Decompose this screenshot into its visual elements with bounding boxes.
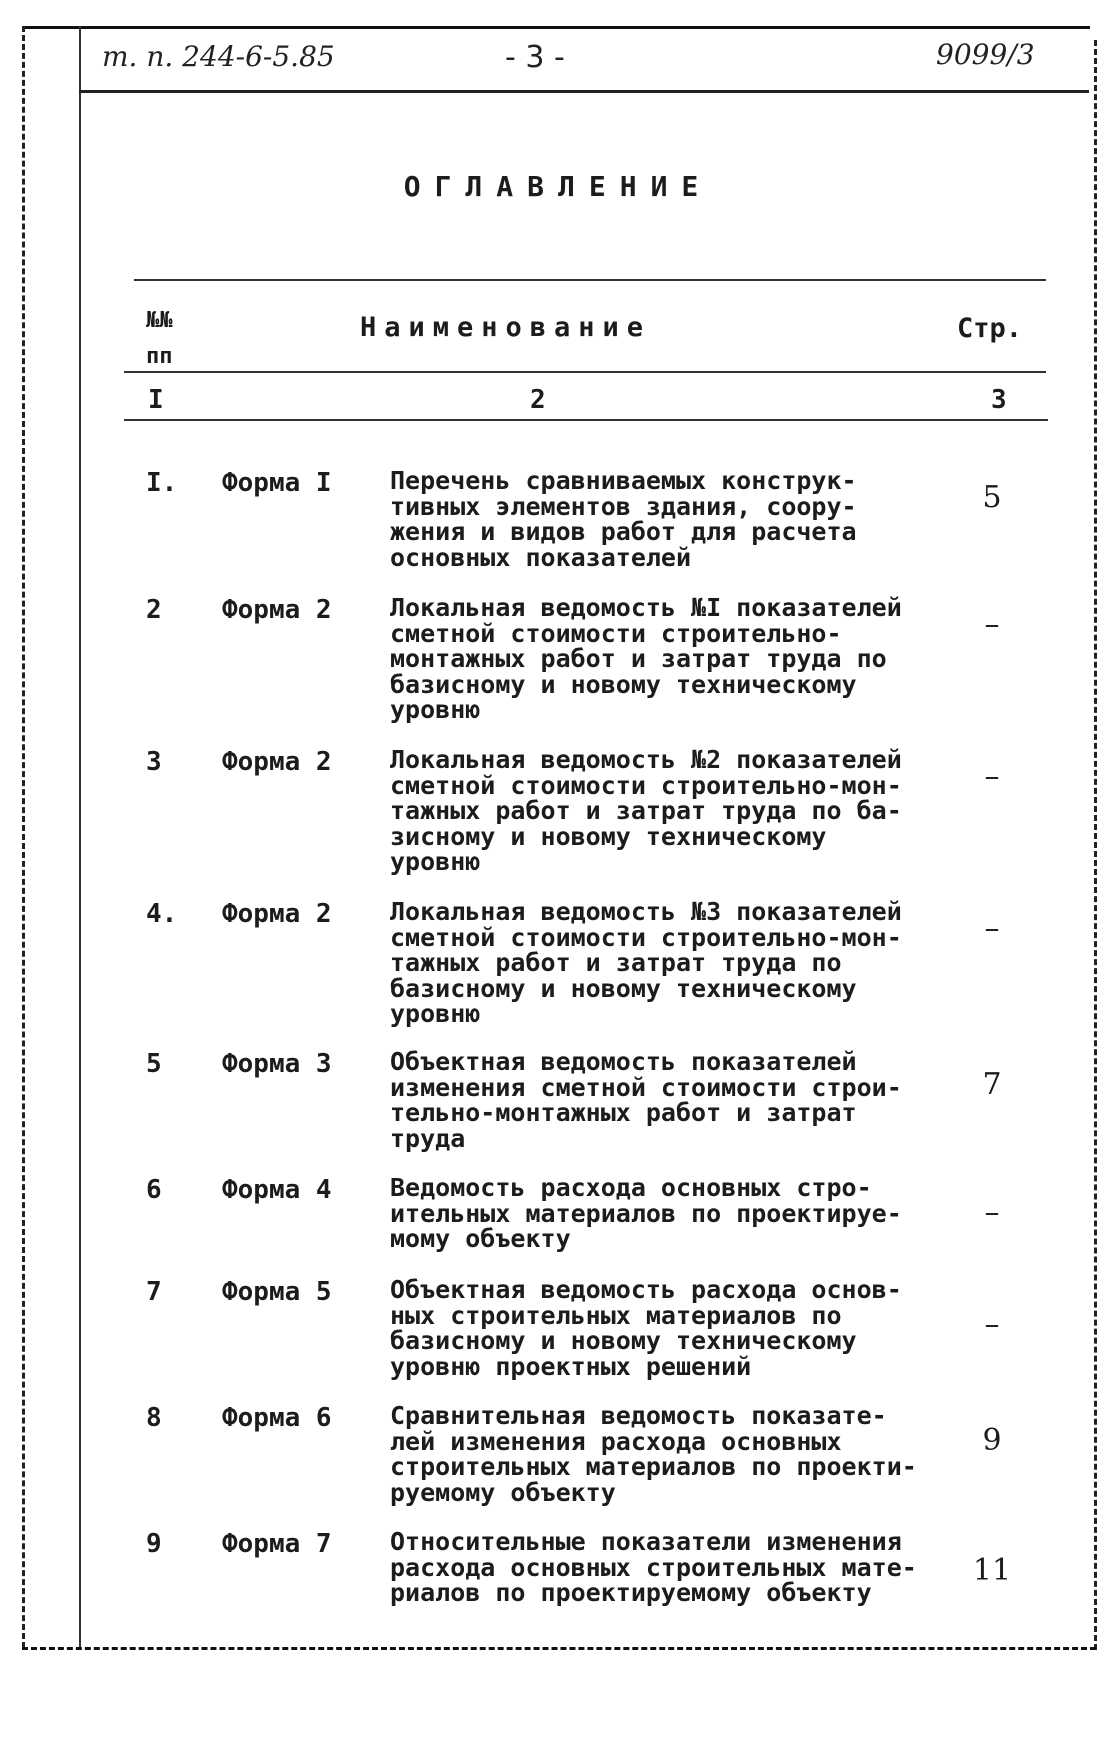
row-form: Форма 3 — [222, 1049, 332, 1079]
column-header-num — [146, 303, 173, 375]
frame-left-line — [22, 26, 25, 1648]
row-form: Форма I — [222, 468, 332, 498]
row-title: Объектная ведомость показателей изменения сметной стоимости строи- тельно-монтажных работ и затрат труда — [390, 1047, 902, 1153]
frame-right-line — [1094, 40, 1097, 1650]
row-number: 7 — [146, 1277, 162, 1307]
table-top-rule — [134, 279, 1046, 281]
row-title: Сравнительная ведомость показате- лей изменения расхода основных строительных материалов по проекти- руемому объекту — [390, 1401, 917, 1507]
row-page: – — [984, 607, 1000, 642]
row-page: 7 — [982, 1067, 1002, 1102]
row-page: – — [984, 1307, 1000, 1342]
frame-inner-left-line — [79, 26, 81, 1648]
row-title: Локальная ведомость №2 показателей сметной стоимости строительно-мон- тажных работ и затрат труда по ба- зисному и новому техническому уровню — [390, 745, 902, 876]
row-form: Форма 2 — [222, 747, 332, 777]
column-header-num-line1: №№ — [146, 308, 173, 333]
row-number: 6 — [146, 1175, 162, 1205]
row-number: 3 — [146, 747, 162, 777]
document-id: 9099/3 — [936, 38, 1035, 71]
header-rule — [79, 90, 1089, 93]
row-number: 8 — [146, 1403, 162, 1433]
row-page: 5 — [982, 480, 1002, 515]
row-title: Ведомость расхода основных стро- ительных материалов по проектируе- мому объекту — [390, 1173, 902, 1253]
row-title: Относительные показатели изменения расхода основных строительных мате- риалов по проектируемому объекту — [390, 1527, 917, 1607]
column-index-3: 3 — [991, 385, 1007, 415]
row-number: 5 — [146, 1049, 162, 1079]
column-header-page: Стр. — [957, 313, 1023, 344]
index-bottom-rule — [124, 419, 1048, 421]
row-title: Объектная ведомость расхода основ- ных строительных материалов по базисному и новому техническому уровню проектных решений — [390, 1275, 902, 1381]
row-form: Форма 2 — [222, 899, 332, 929]
row-form: Форма 4 — [222, 1175, 332, 1205]
frame-bottom-line — [22, 1647, 1096, 1650]
column-index-2: 2 — [530, 385, 546, 415]
row-page: 9 — [982, 1423, 1002, 1458]
row-page: 11 — [972, 1553, 1012, 1588]
row-title: Локальная ведомость №3 показателей сметной стоимости строительно-мон- тажных работ и затрат труда по базисному и новому техническому уровню — [390, 897, 902, 1028]
column-index-1: I — [148, 385, 164, 415]
row-title: Перечень сравниваемых конструк- тивных элементов здания, соору- жения и видов работ для расчета основных показателей — [390, 466, 857, 572]
row-form: Форма 2 — [222, 595, 332, 625]
page-number: - 3 - — [505, 40, 565, 75]
row-number: 4. — [146, 899, 178, 929]
row-number: I. — [146, 468, 178, 498]
row-form: Форма 6 — [222, 1403, 332, 1433]
row-form: Форма 5 — [222, 1277, 332, 1307]
row-page: – — [984, 1195, 1000, 1230]
row-page: – — [984, 759, 1000, 794]
row-form: Форма 7 — [222, 1529, 332, 1559]
row-title: Локальная ведомость №I показателей сметной стоимости строительно- монтажных работ и затрат труда по базисному и новому техническому уровню — [390, 593, 902, 724]
row-number: 9 — [146, 1529, 162, 1559]
row-page: – — [984, 911, 1000, 946]
column-header-num-line2: пп — [146, 344, 173, 369]
row-number: 2 — [146, 595, 162, 625]
header-bottom-rule — [124, 371, 1046, 373]
frame-top-line — [22, 26, 1090, 29]
document-code: т. п. 244-6-5.85 — [102, 40, 335, 73]
page-title: ОГЛАВЛЕНИЕ — [403, 170, 713, 203]
column-header-name: Наименование — [360, 312, 652, 343]
